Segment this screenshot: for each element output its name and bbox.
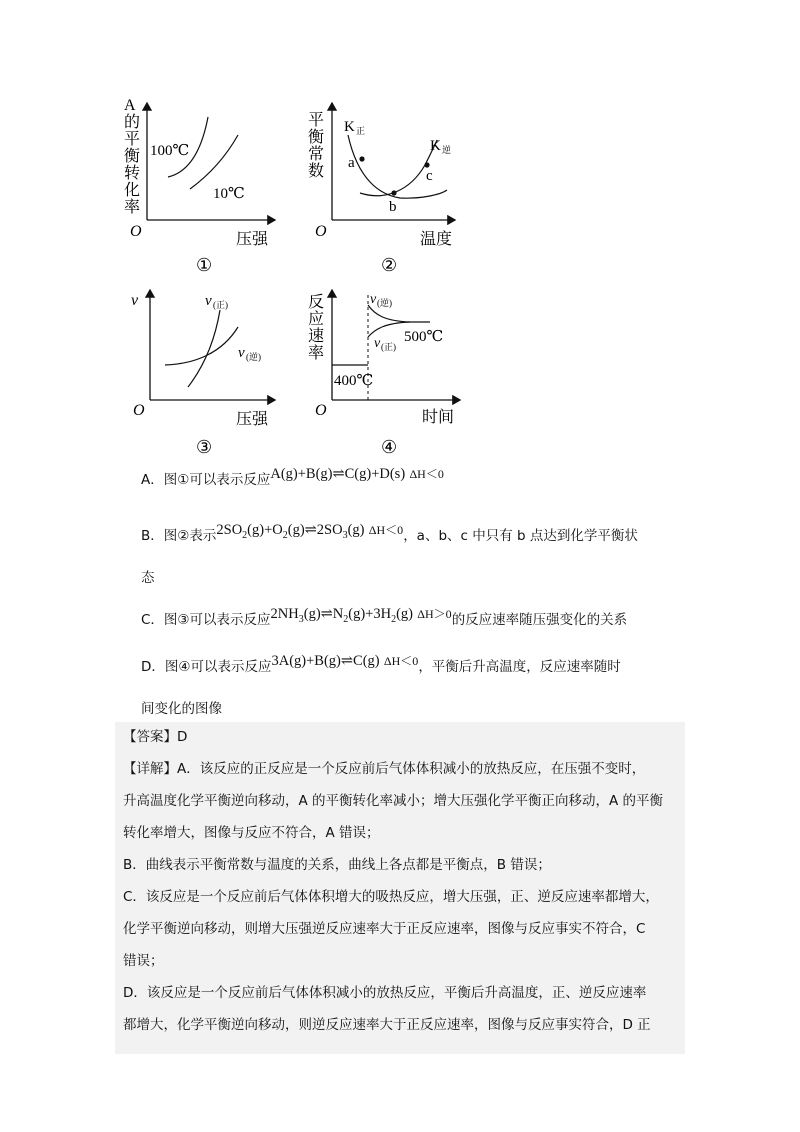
temp-before-label: 400℃ bbox=[334, 373, 374, 389]
v-forward-label: v bbox=[205, 293, 212, 309]
y-label-char: 常 bbox=[308, 146, 325, 163]
curve-v-reverse bbox=[165, 327, 238, 365]
v-reverse-label: v bbox=[370, 292, 377, 307]
explanation-line: C．该反应是一个反应前后气体体积增大的吸热反应，增大压强，正、逆反应速率都增大， bbox=[123, 889, 659, 905]
y-label-char: 平 bbox=[124, 131, 141, 148]
option-d-prefix: D．图④可以表示反应 bbox=[141, 659, 272, 675]
y-label-char: 平 bbox=[308, 112, 325, 129]
figure-caption: ① bbox=[196, 255, 213, 275]
x-axis-label: 压强 bbox=[236, 231, 269, 248]
explanation-line: 升高温度化学平衡逆向移动，A 的平衡转化率减小；增大压强化学平衡正向移动，A 的平衡 bbox=[123, 793, 664, 809]
answer-section bbox=[115, 722, 685, 1054]
v-reverse-sub: (逆) bbox=[246, 352, 261, 362]
option-d-enthalpy: ΔH＜0 bbox=[383, 654, 419, 668]
option-c bbox=[141, 606, 628, 636]
option-c-enthalpy: ΔH＞0 bbox=[417, 607, 452, 621]
explanation-line: B．曲线表示平衡常数与温度的关系，曲线上各点都是平衡点，B 错误； bbox=[123, 857, 551, 873]
option-c-prefix: C．图③可以表示反应 bbox=[141, 612, 271, 628]
option-d-suffix: ，平衡后升高温度，反应速率随时 bbox=[418, 659, 621, 675]
figure-3 bbox=[110, 285, 285, 469]
option-a-equation: A(g)+B(g)⇌C(g)+D(s) bbox=[270, 466, 406, 482]
option-b-continuation: 态 bbox=[141, 570, 155, 586]
point-a-label: a bbox=[348, 155, 355, 171]
option-a-prefix: A．图①可以表示反应 bbox=[141, 472, 271, 488]
x-axis-label: 温度 bbox=[420, 231, 453, 248]
option-d-equation: 3A(g)+B(g)⇌C(g) bbox=[271, 653, 380, 669]
figure-caption: ③ bbox=[196, 437, 213, 457]
figure-caption: ② bbox=[381, 255, 398, 275]
point-c bbox=[424, 162, 429, 167]
y-label-char: 衡 bbox=[124, 148, 141, 165]
point-b-label: b bbox=[389, 199, 397, 215]
option-b bbox=[141, 522, 638, 552]
v-reverse-label: v bbox=[238, 345, 245, 361]
option-a-enthalpy: ΔH＜0 bbox=[409, 467, 444, 481]
y-label-char: 数 bbox=[308, 163, 325, 180]
option-b-suffix: ，a、b、c 中只有 b 点达到化学平衡状 bbox=[403, 528, 638, 544]
explanation-line: D．该反应是一个反应前后气体体积减小的放热反应，平衡后升高温度，正、逆反应速率 bbox=[123, 985, 647, 1001]
k-forward-label: K bbox=[344, 119, 355, 135]
y-label-char: A bbox=[124, 97, 136, 114]
answer-line: 【答案】D bbox=[123, 729, 188, 745]
x-axis-label: 压强 bbox=[236, 411, 269, 428]
origin-label: O bbox=[315, 223, 327, 240]
explanation-line: 错误； bbox=[123, 953, 164, 969]
explanation-line: 转化率增大，图像与反应不符合，A 错误； bbox=[123, 825, 380, 841]
y-label-char: 率 bbox=[124, 199, 141, 216]
option-c-equation: $2NH_3(g)\rightleftharpoons N_2(g)+3H_2(g)$ bbox=[270, 606, 413, 625]
y-axis-label: v bbox=[131, 292, 139, 309]
y-label-char: 化 bbox=[124, 182, 141, 199]
explanation-line: 都增大，化学平衡逆向移动，则逆反应速率大于正反应速率，图像与反应事实符合，D 正 bbox=[123, 1017, 651, 1033]
curve-v-forward bbox=[188, 310, 220, 387]
y-label-char: 转 bbox=[124, 165, 141, 182]
point-c-label: c bbox=[426, 168, 433, 184]
origin-label: O bbox=[133, 402, 145, 419]
origin-label: O bbox=[315, 402, 327, 419]
figure-1 bbox=[110, 95, 285, 279]
y-label-char: 衡 bbox=[308, 129, 325, 146]
y-label-char: 反 bbox=[308, 294, 325, 311]
k-reverse-label: K bbox=[430, 138, 441, 154]
y-label-char: 率 bbox=[308, 345, 325, 362]
explanation-line: 【详解】A．该反应的正反应是一个反应前后气体体积减小的放热反应，在压强不变时， bbox=[123, 761, 646, 777]
option-c-suffix: 的反应速率随压强变化的关系 bbox=[451, 612, 628, 628]
option-b-equation: $2SO_2(g)+O_2(g)\rightleftharpoons 2SO_3(g)$ bbox=[216, 522, 365, 541]
option-b-enthalpy: ΔH＜0 bbox=[368, 523, 404, 537]
option-b-prefix: B．图②表示 bbox=[141, 528, 217, 544]
point-a bbox=[359, 156, 364, 161]
point-b bbox=[391, 190, 396, 195]
y-label-char: 速 bbox=[308, 328, 325, 345]
curve-10c-label: 10℃ bbox=[213, 186, 245, 202]
figure-2 bbox=[300, 95, 475, 279]
v-reverse-sub: (逆) bbox=[377, 298, 392, 308]
option-a bbox=[141, 466, 444, 490]
figure-caption: ④ bbox=[381, 437, 398, 457]
v-forward-sub: (正) bbox=[381, 342, 396, 352]
y-label-char: 的 bbox=[124, 114, 141, 131]
curve-10c bbox=[190, 135, 238, 189]
x-axis-label: 时间 bbox=[422, 409, 455, 426]
k-forward-sub: 正 bbox=[356, 126, 366, 136]
k-reverse-sub: 逆 bbox=[442, 145, 452, 155]
temp-after-label: 500℃ bbox=[404, 329, 444, 345]
figure-4 bbox=[300, 285, 475, 469]
explanation-line: 化学平衡逆向移动，则增大压强逆反应速率大于正反应速率，图像与反应事实不符合，C bbox=[123, 921, 646, 937]
v-forward-sub: (正) bbox=[213, 300, 228, 310]
v-forward-label: v bbox=[374, 336, 381, 351]
y-label-char: 应 bbox=[308, 311, 325, 328]
origin-label: O bbox=[130, 223, 142, 240]
curve-100c-label: 100℃ bbox=[150, 143, 190, 159]
option-d bbox=[141, 653, 621, 677]
option-d-continuation: 间变化的图像 bbox=[141, 701, 222, 717]
